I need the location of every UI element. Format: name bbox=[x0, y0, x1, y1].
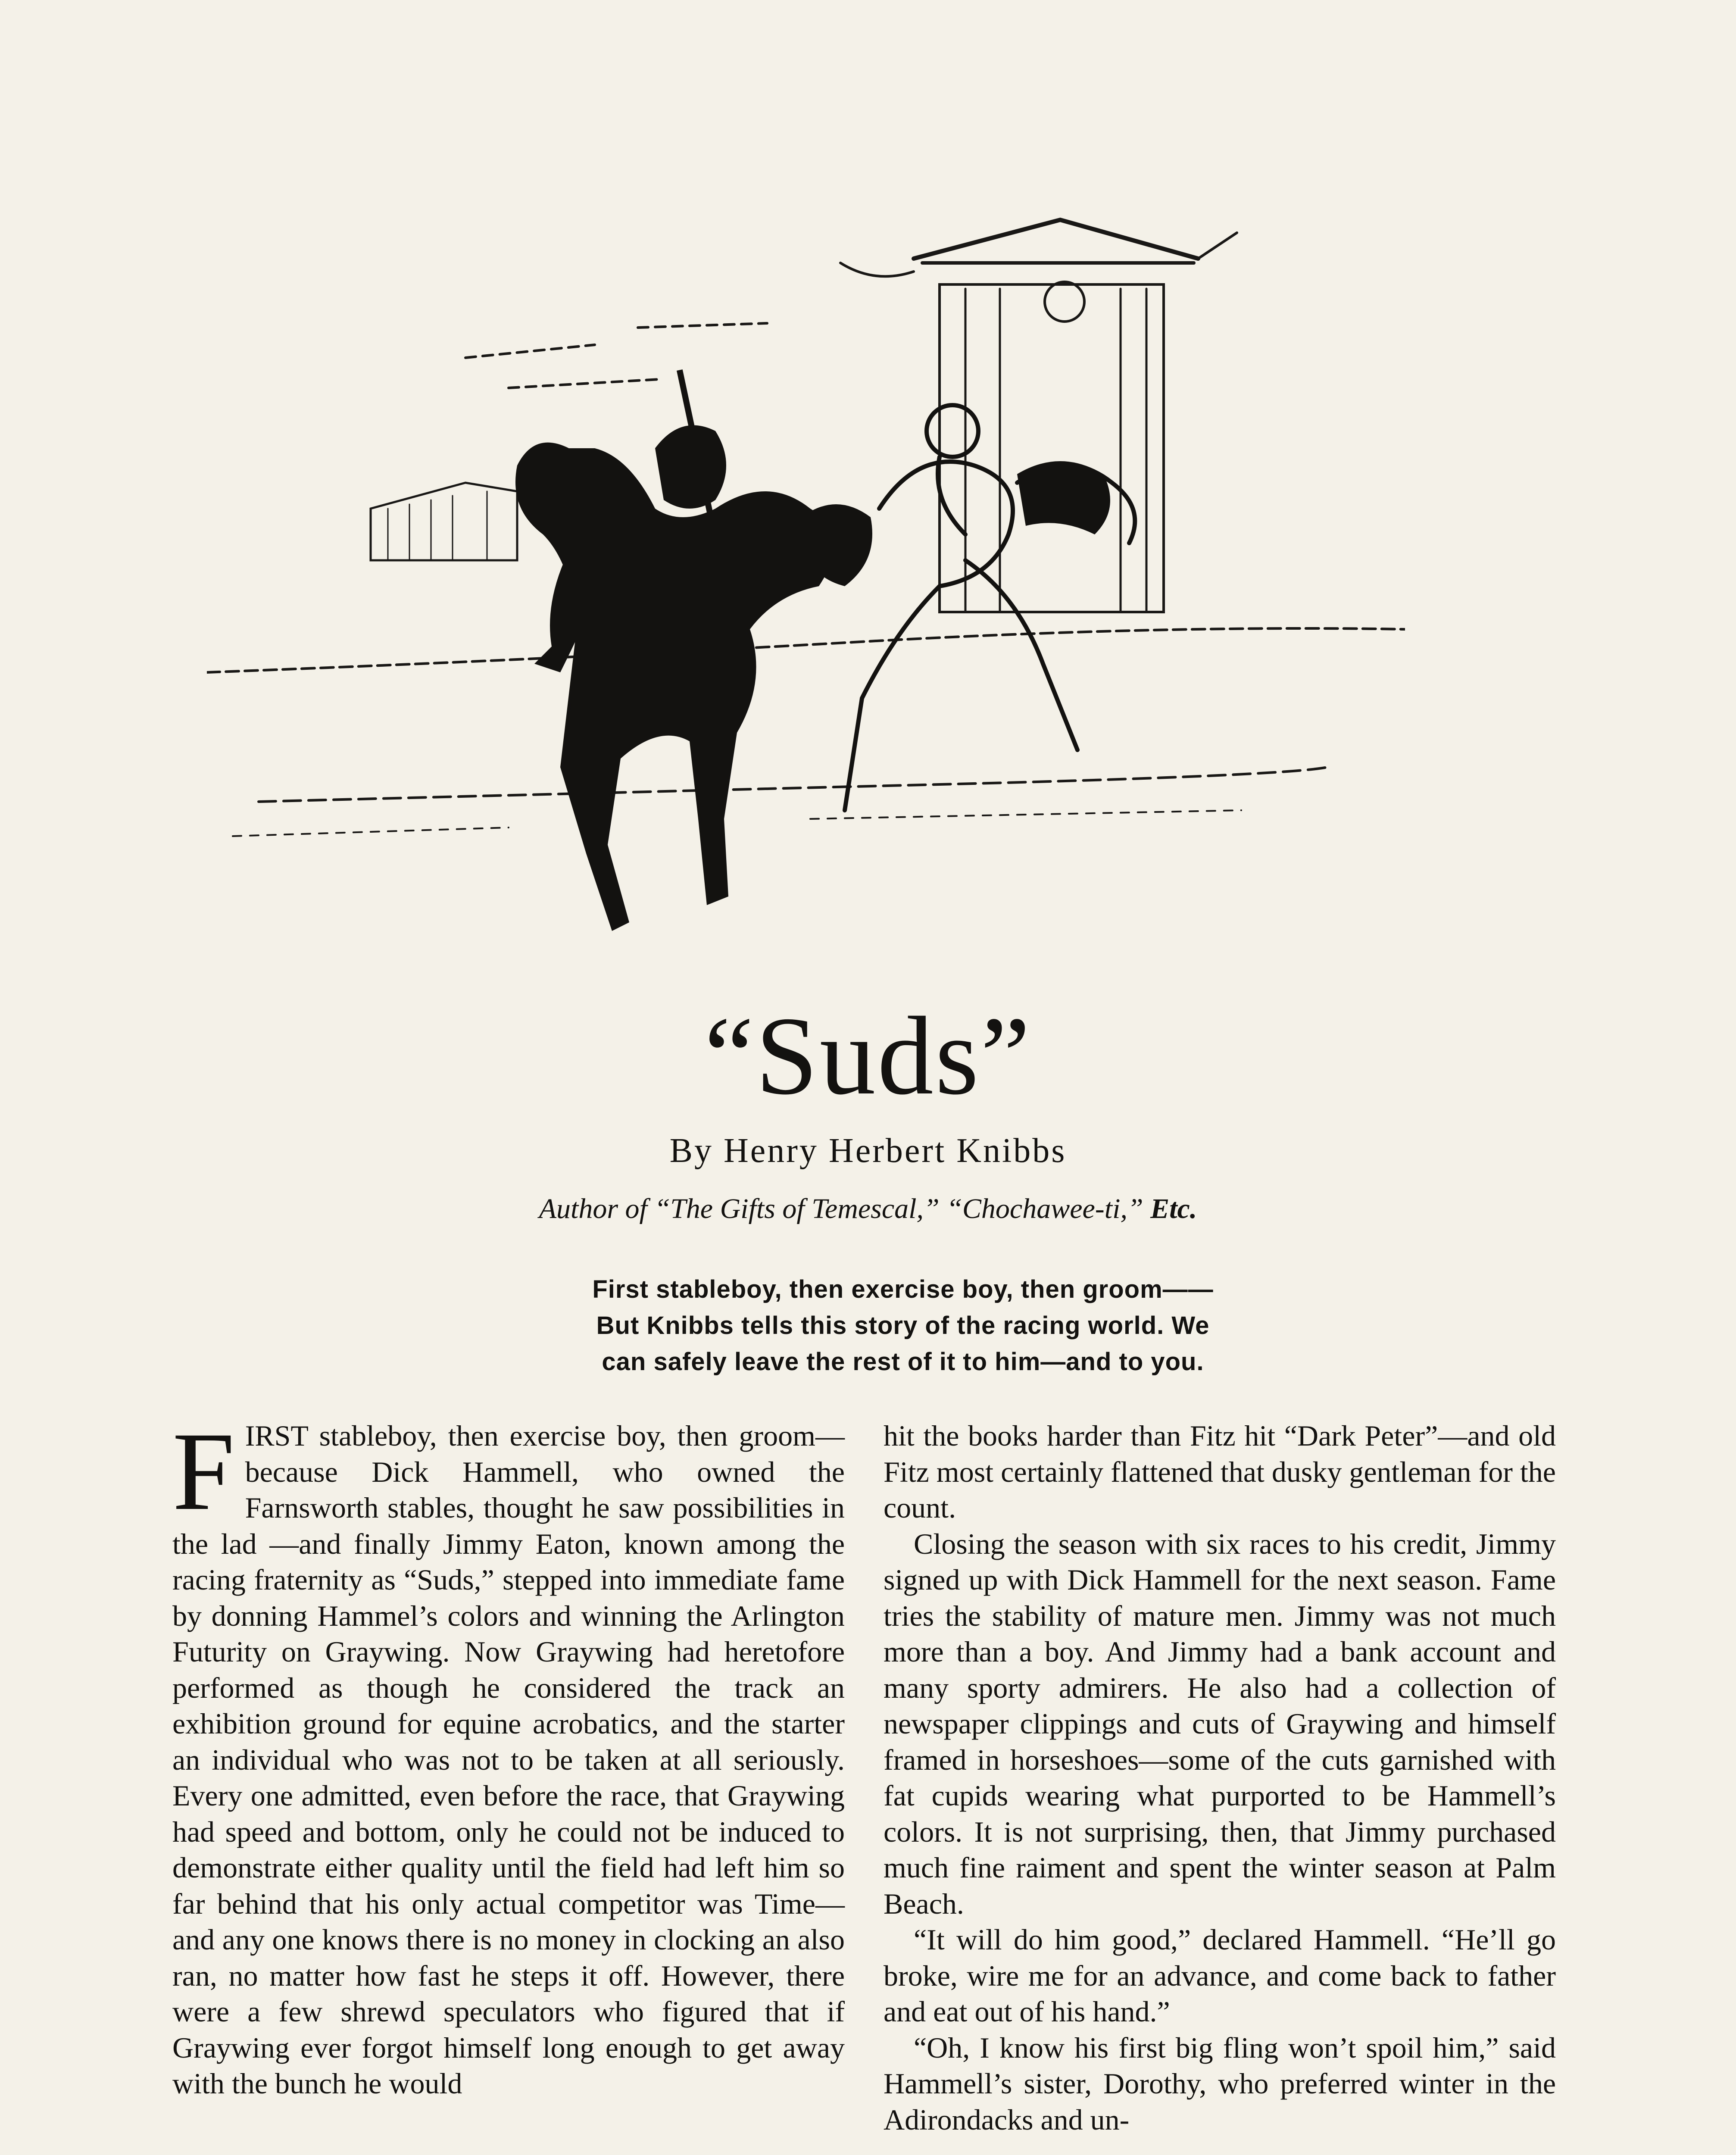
body-column-left bbox=[172, 1409, 845, 2102]
blurb-line: But Knibbs tells this story of the racing world. We bbox=[596, 1312, 1210, 1340]
credits-titles: “The Gifts of Temescal,” “Chochawee-ti,” bbox=[654, 1193, 1143, 1224]
blurb-line: First stableboy, then exercise boy, then groom—— bbox=[592, 1275, 1214, 1303]
race-sketch bbox=[207, 207, 1405, 948]
story-blurb bbox=[448, 1271, 1358, 1380]
paragraph: “It will do him good,” declared Hammell. “He’ll go broke, wire me for an advance, and come back to father and eat out of his hand.” bbox=[884, 1923, 1556, 2028]
credits-prefix: Author of bbox=[539, 1193, 655, 1224]
body-column-right bbox=[884, 1418, 1556, 2138]
blurb-line: can safely leave the rest of it to him—and to you. bbox=[602, 1348, 1204, 1376]
drop-cap: F bbox=[172, 1409, 235, 1533]
horse-race-illustration bbox=[207, 207, 1405, 948]
author-credits bbox=[0, 1190, 1736, 1228]
credits-etc: Etc. bbox=[1143, 1193, 1197, 1224]
paragraph: IRST stableboy, then exercise boy, then groom—because Dick Hammell, who owned the Farnsworth stables, thought he saw possibilities in the lad —and finally Jimmy Eaton, known among the racing fraternity as “Suds,” stepped into immediate fame by donning Hammel’s colors and winning the Arlington Futurity on Graywing. Now Graywing had heretofore performed as though he considered the track an exhibition ground for equine acrobatics, and the starter an individual who was not to be taken at all seriously. Every one admitted, even before the race, that Graywing had speed and bottom, only he could not be induced to demonstrate either quality until the field had left him so far behind that his only actual competitor was Time—and any one knows there is no money in clocking an also ran, no matter how fast he steps it off. However, there were a few shrewd speculators who figured that if Graywing ever forgot himself long enough to get away with the bunch he would bbox=[172, 1419, 845, 2100]
author-byline: By Henry Herbert Knibbs bbox=[669, 1132, 1067, 1170]
story-title: “Suds” bbox=[704, 994, 1032, 1118]
paragraph: Closing the season with six races to his credit, Jimmy signed up with Dick Hammell for the next season. Fame tries the stability of mature men. Jimmy was not much more than a boy. And Jimmy had a bank account and many sporty admirers. He also had a collection of newspaper clippings and cuts of Graywing and himself framed in horseshoes—some of the cuts garnished with fat cupids wearing what purported to be Hammell’s colors. It is not surprising, then, that Jimmy purchased much fine raiment and spent the winter season at Palm Beach. bbox=[884, 1527, 1556, 1920]
paragraph: “Oh, I know his first big fling won’t spoil him,” said Hammell’s sister, Dorothy, who preferred winter in the Adirondacks and un- bbox=[884, 2031, 1556, 2136]
paragraph: hit the books harder than Fitz hit “Dark Peter”—and old Fitz most certainly flattened that dusky gentleman for the count. bbox=[884, 1419, 1556, 1524]
